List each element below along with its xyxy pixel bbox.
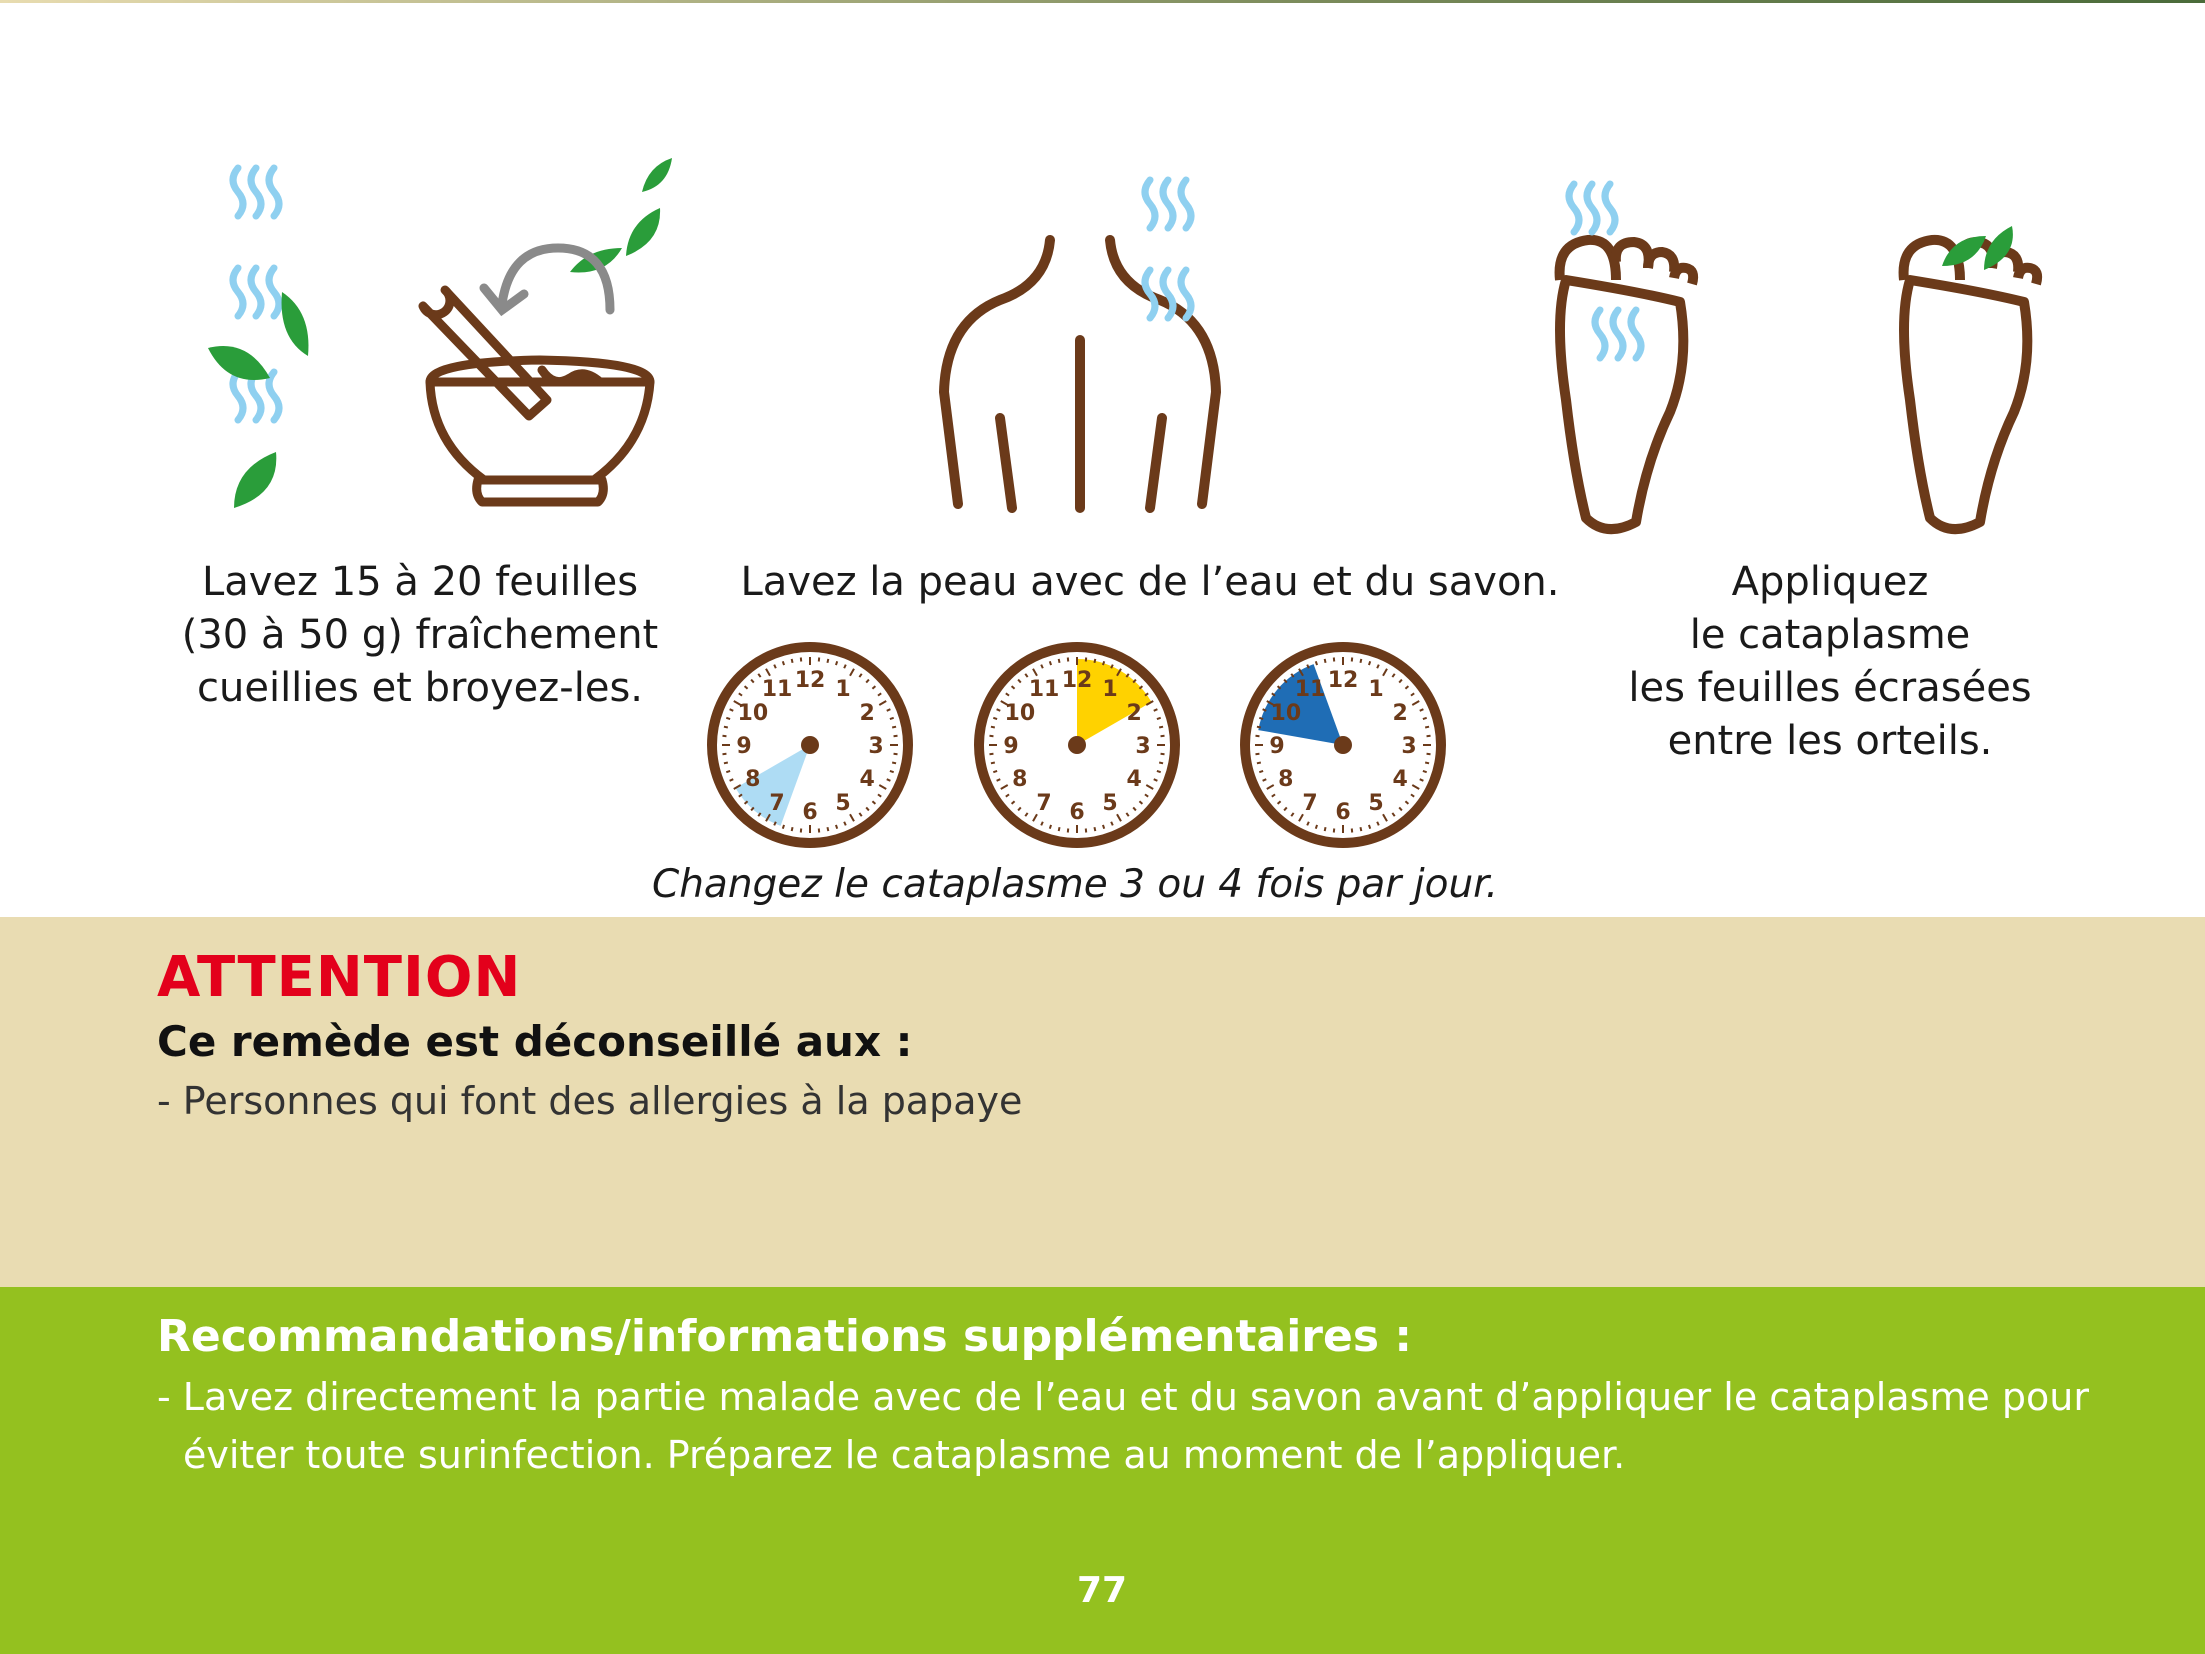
- attention-title: ATTENTION: [157, 945, 522, 1010]
- clock-number: 5: [1102, 791, 1118, 817]
- clock-tick: [1159, 762, 1163, 763]
- clock-tick: [792, 827, 793, 831]
- caption-line: le cataplasme: [1689, 612, 1971, 658]
- clock-number: 7: [1302, 791, 1318, 817]
- caption-line: les feuilles écrasées: [1628, 665, 2032, 711]
- clock-number: 4: [1392, 767, 1408, 792]
- clock-tick: [1103, 661, 1104, 665]
- clock-center: [1334, 736, 1352, 754]
- clock-tick: [1094, 659, 1095, 663]
- clock-tick: [1369, 661, 1370, 665]
- clock-tick: [827, 827, 828, 831]
- clock-tick: [1360, 659, 1361, 663]
- shoulders-back-icon: [944, 240, 1216, 508]
- attention-item: - Personnes qui font des allergies à la papaye: [157, 1079, 1023, 1123]
- clock-tick: [1050, 825, 1051, 829]
- clock-tick: [1425, 727, 1429, 728]
- water-waves-icon: [1569, 184, 1641, 358]
- clock-number: 8: [745, 767, 761, 792]
- step-apply-caption: [1590, 556, 2070, 768]
- clock-number: 1: [1102, 676, 1118, 702]
- clock-tick: [726, 771, 730, 772]
- apply-feet-illustration: [1530, 170, 2050, 540]
- clock-tick: [783, 825, 784, 829]
- clock-tick: [1159, 727, 1163, 728]
- clock-tick: [1257, 727, 1261, 728]
- clock-number: 6: [1335, 800, 1351, 825]
- clock-number: 6: [802, 800, 818, 825]
- recommendations-section: [0, 1287, 2205, 1654]
- clock-tick: [1059, 827, 1060, 831]
- clock-tick: [1369, 825, 1370, 829]
- clock-tick: [1050, 661, 1051, 665]
- clock-center: [1068, 736, 1086, 754]
- clock-tick: [1259, 771, 1263, 772]
- clock-tick: [1423, 718, 1427, 719]
- clocks-caption: Changez le cataplasme 3 ou 4 fois par jour.: [651, 862, 1499, 907]
- clock-tick: [890, 718, 894, 719]
- clock-number: 9: [1003, 734, 1019, 759]
- clock-tick: [892, 762, 896, 763]
- clock-tick: [792, 659, 793, 663]
- recommendations-line: éviter toute surinfection. Préparez le cataplasme au moment de l’appliquer.: [183, 1433, 1626, 1477]
- clock-tick: [991, 727, 995, 728]
- recommendations-title: Recommandations/informations supplémentaires :: [157, 1311, 1412, 1362]
- clock-tick: [892, 727, 896, 728]
- caption-line: Lavez 15 à 20 feuilles: [201, 559, 639, 605]
- clock-number: 5: [1368, 791, 1384, 817]
- clock-number: 2: [1126, 701, 1142, 726]
- clock-tick: [724, 727, 728, 728]
- clock-tick: [991, 762, 995, 763]
- clock-number: 10: [1270, 701, 1302, 726]
- clock-tick: [1360, 827, 1361, 831]
- clock-number: 7: [769, 791, 785, 817]
- page-number: 77: [1076, 1570, 1128, 1611]
- clock-icon: [972, 640, 1182, 850]
- clock-tick: [1059, 659, 1060, 663]
- clock-tick: [890, 771, 894, 772]
- foot-icon: [1560, 240, 2038, 529]
- clock-number: 9: [736, 734, 752, 759]
- attention-section: [0, 917, 2205, 1287]
- clock-number: 12: [1061, 668, 1093, 693]
- clock-tick: [1425, 762, 1429, 763]
- clock-number: 3: [1401, 734, 1417, 759]
- clock-number: 10: [1004, 701, 1036, 726]
- caption-line: Lavez la peau avec de l’eau et du savon.: [740, 559, 1560, 605]
- clock-number: 7: [1036, 791, 1052, 817]
- clock-tick: [1157, 771, 1161, 772]
- clock-tick: [993, 771, 997, 772]
- clock-tick: [993, 718, 997, 719]
- clock-number: 2: [859, 701, 875, 726]
- clock-tick: [726, 718, 730, 719]
- clock-number: 3: [868, 734, 884, 759]
- clock-number: 4: [1126, 767, 1142, 792]
- clock-tick: [1325, 659, 1326, 663]
- clock-tick: [783, 661, 784, 665]
- clock-icon: [705, 640, 915, 850]
- caption-line: entre les orteils.: [1667, 718, 1993, 764]
- clock-number: 2: [1392, 701, 1408, 726]
- clock-number: 8: [1278, 767, 1294, 792]
- clock-number: 11: [1294, 676, 1326, 702]
- clock-tick: [1316, 825, 1317, 829]
- clock-tick: [724, 762, 728, 763]
- clock-number: 9: [1269, 734, 1285, 759]
- caption-line: (30 à 50 g) fraîchement: [181, 612, 659, 658]
- caption-line: cueillies et broyez-les.: [197, 665, 643, 711]
- wash-skin-illustration: [930, 170, 1230, 520]
- clock-number: 5: [835, 791, 851, 817]
- step-wash-skin-caption: [730, 556, 1570, 609]
- clock-number: 11: [1028, 676, 1060, 702]
- step-wash-leaves-caption: [170, 556, 670, 715]
- clock-tick: [1316, 661, 1317, 665]
- clock-number: 4: [859, 767, 875, 792]
- leaf-icon: [1942, 226, 2013, 270]
- attention-subtitle: Ce remède est déconseillé aux :: [157, 1017, 913, 1066]
- clock-number: 12: [794, 668, 826, 693]
- clock-tick: [1257, 762, 1261, 763]
- clock-tick: [1094, 827, 1095, 831]
- clock-number: 1: [835, 676, 851, 702]
- recommendations-line: - Lavez directement la partie malade avec de l’eau et du savon avant d’appliquer le cataplasme pour: [157, 1375, 2089, 1419]
- clock-tick: [836, 661, 837, 665]
- clock-tick: [1423, 771, 1427, 772]
- clock-tick: [836, 825, 837, 829]
- clock-number: 11: [761, 676, 793, 702]
- top-divider: [0, 0, 2205, 3]
- wash-leaves-illustration: [190, 150, 710, 530]
- clock-number: 1: [1368, 676, 1384, 702]
- water-waves-icon: [233, 168, 279, 420]
- clock-tick: [827, 659, 828, 663]
- circular-arrow-icon: [484, 248, 610, 310]
- clock-tick: [1259, 718, 1263, 719]
- water-waves-icon: [1145, 180, 1191, 318]
- clock-tick: [1325, 827, 1326, 831]
- clock-tick: [1157, 718, 1161, 719]
- clock-number: 12: [1327, 668, 1359, 693]
- clock-number: 8: [1012, 767, 1028, 792]
- clock-number: 6: [1069, 800, 1085, 825]
- clock-number: 3: [1135, 734, 1151, 759]
- clock-center: [801, 736, 819, 754]
- clock-number: 10: [737, 701, 769, 726]
- caption-line: Appliquez: [1731, 559, 1929, 605]
- clock-tick: [1103, 825, 1104, 829]
- mortar-pestle-icon: [423, 290, 650, 502]
- clock-icon: [1238, 640, 1448, 850]
